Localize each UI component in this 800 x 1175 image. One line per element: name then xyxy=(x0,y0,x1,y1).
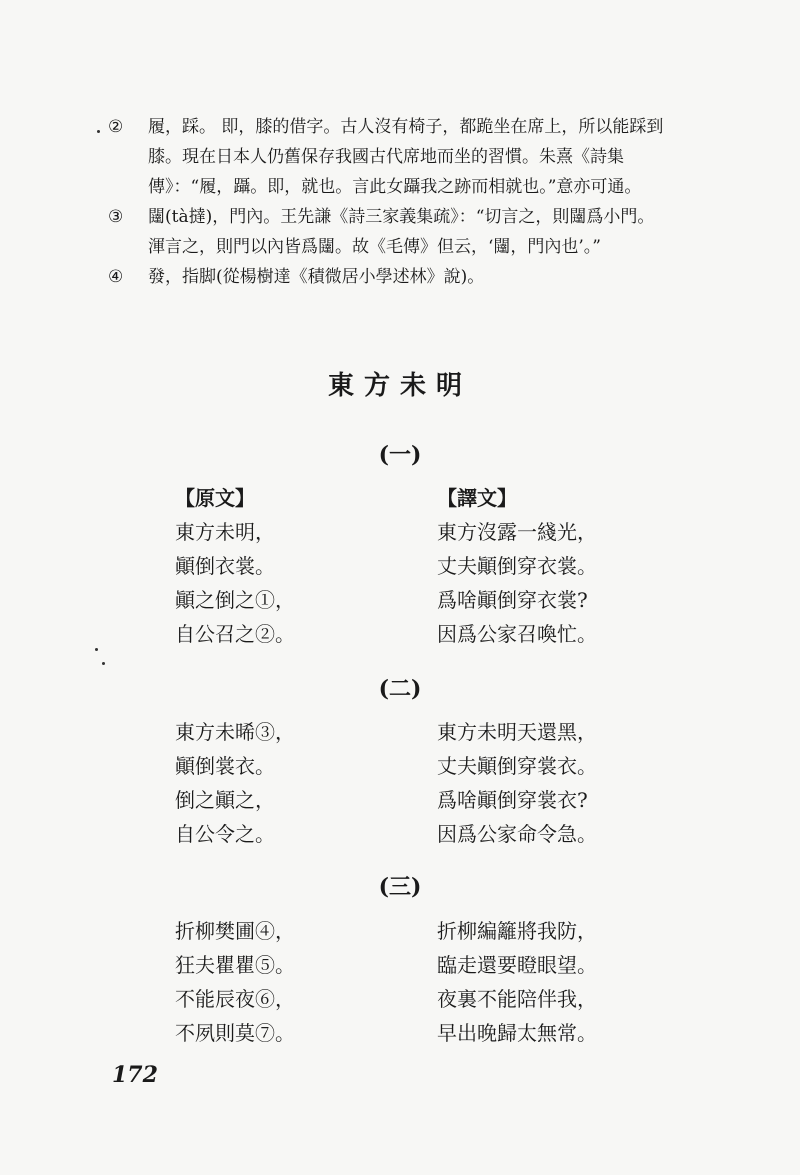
translation-line: 丈夫顚倒穿衣裳。 xyxy=(437,554,597,578)
scan-speck xyxy=(102,662,105,665)
original-line: 顚之倒之①， xyxy=(175,588,295,612)
footnote-4 xyxy=(100,262,700,292)
footnote-2 xyxy=(100,112,700,202)
translation-line: 因爲公家命令急。 xyxy=(437,822,597,846)
original-line: 顚倒衣裳。 xyxy=(175,554,275,578)
translation-heading: 【譯文】 xyxy=(437,486,517,510)
original-line: 倒之顚之， xyxy=(175,788,275,812)
original-line: 東方未晞③， xyxy=(175,720,295,744)
original-line: 東方未明， xyxy=(175,520,275,544)
footnote-text-line: 渾言之，則門以內皆爲闥。故《毛傳》但云，‘闥，門內也’。” xyxy=(148,237,601,257)
footnote-text-line: 履，踩。 即，膝的借字。古人沒有椅子，都跪坐在席上，所以能踩到 xyxy=(148,117,664,137)
original-line: 不能辰夜⑥， xyxy=(175,987,295,1011)
translation-line: 爲啥顚倒穿裳衣? xyxy=(437,788,588,812)
translation-line: 東方沒露一綫光， xyxy=(437,520,597,544)
translation-line: 東方未明天還黑， xyxy=(437,720,597,744)
section-label-3: (三) xyxy=(378,874,422,900)
footnote-3 xyxy=(100,202,700,262)
original-text-column xyxy=(175,914,295,1050)
scan-speck xyxy=(95,648,98,651)
translation-line: 折柳編籬將我防， xyxy=(437,919,597,943)
original-line: 自公令之。 xyxy=(175,822,275,846)
translation-line: 因爲公家召喚忙。 xyxy=(437,622,597,646)
translation-column xyxy=(437,715,597,851)
translation-line: 早出晚歸太無常。 xyxy=(437,1021,597,1045)
footnote-number: ③ xyxy=(108,207,124,227)
poem-title: 東方未明 xyxy=(327,371,472,401)
page-number: 172 xyxy=(112,1062,158,1088)
translation-line: 臨走還要瞪眼望。 xyxy=(437,953,597,977)
footnote-text-line: 發，指脚(從楊樹達《積微居小學述林》說)。 xyxy=(148,267,485,287)
original-line: 狂夫瞿瞿⑤。 xyxy=(175,953,295,977)
scan-speck xyxy=(97,130,100,133)
translation-line: 爲啥顚倒穿衣裳? xyxy=(437,588,588,612)
footnote-number: ④ xyxy=(108,267,124,287)
original-line: 顚倒裳衣。 xyxy=(175,754,275,778)
translation-line: 丈夫顚倒穿裳衣。 xyxy=(437,754,597,778)
original-line: 自公召之②。 xyxy=(175,622,295,646)
section-label-2: (二) xyxy=(378,676,422,702)
footnotes xyxy=(100,112,700,292)
footnote-text-line: 膝。現在日本人仍舊保存我國古代席地而坐的習慣。朱熹《詩集 xyxy=(148,147,624,167)
original-line: 折柳樊圃④， xyxy=(175,919,295,943)
translation-line: 夜裏不能陪伴我， xyxy=(437,987,597,1011)
original-text-column xyxy=(175,481,295,651)
translation-column xyxy=(437,914,597,1050)
translation-column xyxy=(437,481,597,651)
section-label-1: (一) xyxy=(378,442,422,468)
footnote-text-line: 傳》：“履，躡。即，就也。言此女躡我之跡而相就也。”意亦可通。 xyxy=(148,177,642,197)
original-text-heading: 【原文】 xyxy=(175,486,255,510)
footnote-number: ② xyxy=(108,117,124,137)
original-text-column xyxy=(175,715,295,851)
footnote-text-line: 闥(tà撻)，門內。王先謙《詩三家義集疏》：“切言之，則闥爲小門。 xyxy=(148,207,655,227)
original-line: 不夙則莫⑦。 xyxy=(175,1021,295,1045)
